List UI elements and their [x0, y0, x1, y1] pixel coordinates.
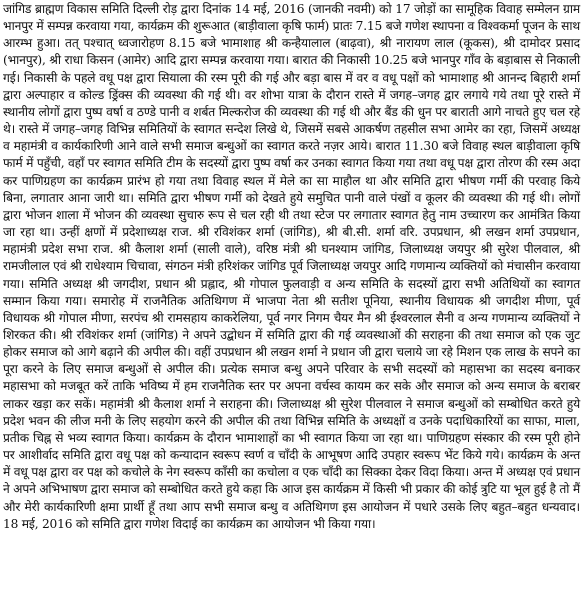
article-body: [3, 1, 580, 533]
article-paragraph: जांगिड ब्राह्मण विकास समिति दिल्ली रोड़ द्वारा दिनांक 14 मई, 2016 (जानकी नवमी) को 17 जोड़ों का सामूहिक विवाह सम्मेलन ग्राम भानपुर में सम्पन्न करवाया गया, कार्यक्रम की शुरूआत (बाड़ीवाला कृषि फार्म) प्रातः 7.15 बजे गणेश स्थापना व विश्वकर्मा पूजन के साथ आरम्भ हुआ। तत् पश्चात् ध्वजारोहण 8.15 बजे भामाशाह श्री कन्हैयालाल (बाढ़वा), श्री नारायण लाल (कूकस), श्री दामोदर प्रसाद (भानपुर), श्री राधा किसन (आमेर) आदि द्वारा सम्पन्न करवाया गया। बारात की निकासी 10.25 बजे भानपुर गाँव के बड़ाबास से निकाली गई। निकासी के पहले वधू पक्ष द्वारा सियाला की रस्म पूरी की गई और बड़ा बास में वर व वधू पक्षों को भामाशाह श्री आनन्द बिहारी शर्मा द्वारा अल्पाहार व कोल्ड ड्रिंक्स की व्यवस्था की गई थी। वर शोभा यात्रा के दौरान रास्ते में जगह–जगह द्वार लगाये गये तथा पूरे रास्ते में स्थानीय लोगों द्वारा पुष्प वर्षा व ठण्डे पानी व शर्बत मिल्करोज की व्यवस्था की गई थी और बैंड की धुन पर बाराती आगे नाचते हुए चल रहे थे। रास्ते में जगह–जगह विभिन्न समितियों के स्वागत सन्देश लिखे थे, जिसमें सबसे आकर्षण तहसील सभा आमेर का रहा, जिसमें अध्यक्ष व महामंत्री व कार्यकारिणी आने वाले सभी समाज बन्धुओं का स्वागत करते नज़र आये। बारात 11.30 बजे विवाह स्थल बाड़ीवाला कृषि फार्म में पहुँची, वहाँ पर स्वागत समिति टीम के सदस्यों द्वारा पुष्प वर्षा कर उनका स्वागत किया गया तथा वधू पक्ष द्वारा तोरण की रस्म अदा कर पाणिग्रहण का कार्यक्रम प्रारंभ हो गया तथा विवाह स्थल में मेले का सा माहौल था और समिति द्वारा भीषण गर्मी की परवाह किये बिना, लगातार आना जारी था। समिति द्वारा भीषण गर्मी को देखते हुये समुचित पानी वाले पंखों व कूलर की व्यवस्था की गई थी। लोगों द्वारा भोजन शाला में भोजन की व्यवस्था सुचारु रूप से चल रही थी तथा स्टेज पर लगातार स्वागत हेतु नाम उच्चारण कर आमंत्रित किया जा रहा था। उन्हीं क्षणों में प्रदेशाध्यक्ष राज. श्री रविशंकर शर्मा (जांगिड), श्री बी.सी. शर्मा वरि. उपप्रधान, श्री लखन शर्मा उपप्रधान, महामंत्री प्रदेश सभा राज. श्री कैलाश शर्मा (साली वाले), वरिष्ठ मंत्री श्री घनश्याम जांगिड, जिलाध्यक्ष जयपुर श्री सुरेश पीलवाल, श्री रामजीलाल एवं श्री राधेश्याम चिचावा, संगठन मंत्री हरिशंकर जांगिड पूर्व जिलाध्यक्ष जयपुर आदि गणमान्य व्यक्तियों को मंचासीन करवाया गया। समिति अध्यक्ष श्री जगदीश, प्रधान श्री प्रह्लाद, श्री गोपाल फुलवाड़ी व अन्य समिति के सदस्यों द्वारा सभी अतिथियों का स्वागत सम्मान किया गया। समारोह में राजनैतिक अतिथिगण में भाजपा नेता श्री सतीश पूनिया, स्थानीय विधायक श्री जगदीश मीणा, पूर्व विधायक श्री गोपाल मीणा, सरपंच श्री रामसहाय काकरेलिया, पूर्व नगर निगम चैयर मैन श्री ईश्वरलाल सैनी व अन्य गणमान्य व्यक्तियों ने शिरकत की। श्री रविशंकर शर्मा (जांगिड) ने अपने उद्बोधन में समिति द्वारा की गई व्यवस्थाओं की सराहना की तथा समाज को एक जुट होकर समाज को आगे बढ़ाने की अपील की। वहीं उपप्रधान श्री लखन शर्मा ने प्रधान जी द्वारा चलाये जा रहे मिशन एक लाख के सपने का पूरा करने के लिए समाज बन्धुओं से अपील की। प्रत्येक समाज बन्धु अपने परिवार के सभी सदस्यों को महासभा का सदस्य बनाकर महासभा को मजबूत करें ताकि भविष्य में हम राजनैतिक स्तर पर अपना वर्चस्व कायम कर सके और समाज को अन्य समाज के बराबर लाकर खड़ा कर सकें। महामंत्री श्री कैलाश शर्मा ने सराहना की। जिलाध्यक्ष श्री सुरेश पीलवाल ने समाज बन्धुओं को सम्बोधित करते हुये प्रदेश भवन की लीज मनी के लिए सहयोग करने की अपील की तथा विभिन्न समिति के अध्यक्षों व उनके पदाधिकारियों का साफा, माला, प्रतीक चिह्न से भव्य स्वागत किया। कार्यक्रम के दौरान भामाशाहों का भी स्वागत किया जा रहा था। पाणिग्रहण संस्कार की रस्म पूरी होने पर आशीर्वाद समिति द्वारा वधू पक्ष को कन्यादान स्वरूप स्वर्ण व चाँदी के आभूषण आदि उपहार स्वरूप भेंट किये गये। कार्यक्रम के अन्त में वधू पक्ष द्वारा वर पक्ष को कचोले के नेग स्वरूप काँसी का कचोला व एक चाँदी का सिक्का देकर विदा किया। अन्त में अध्यक्ष एवं प्रधान ने अपने अभिभाषण द्वारा समाज को सम्बोधित करते हुये कहा कि आज इस कार्यक्रम में किसी भी प्रकार की कोई त्रुटि या भूल हुई है तो मैं और मेरी कार्यकारिणी क्षमा प्रार्थी हूँ तथा आप सभी समाज बन्धु व अतिथिगण इस आयोजन में पधारे उसके लिए बहुत–बहुत धन्यवाद। 18 मई, 2016 को समिति द्वारा गणेश विदाई का कार्यक्रम का आयोजन भी किया गया।: [3, 2, 580, 531]
